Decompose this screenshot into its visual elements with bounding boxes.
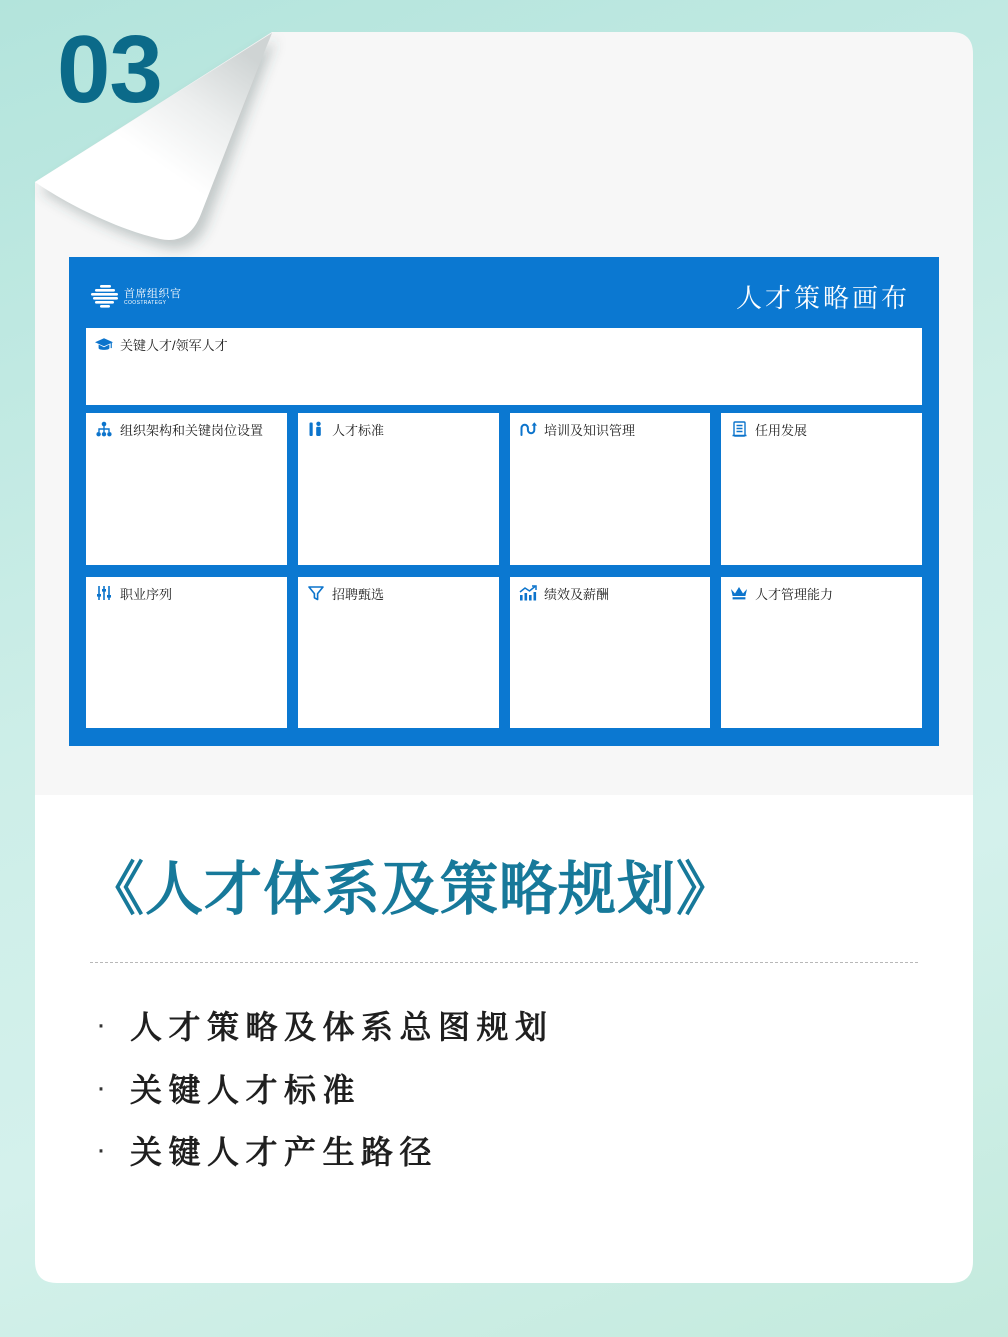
box-performance-pay — [510, 577, 710, 728]
bullet-marker: · — [96, 1008, 106, 1042]
list-item — [92, 1119, 554, 1182]
bullet-text: 人才策略及体系总图规划 — [130, 1009, 554, 1046]
crown-icon — [730, 585, 748, 601]
bullet-marker: · — [96, 1133, 106, 1167]
growth-chart-icon — [519, 585, 537, 601]
sliders-icon — [95, 585, 113, 601]
box-org-structure — [86, 413, 287, 565]
box-label: 任用发展 — [755, 422, 808, 438]
box-label: 人才管理能力 — [755, 586, 834, 602]
box-career-sequence — [86, 577, 287, 728]
bullet-text: 关键人才标准 — [130, 1071, 362, 1108]
box-label: 绩效及薪酬 — [544, 586, 610, 602]
box-key-talent — [86, 328, 922, 405]
brand-logo — [90, 284, 182, 310]
page-number: 03 — [57, 16, 162, 123]
bullet-text: 关键人才产生路径 — [130, 1134, 439, 1171]
box-label: 组织架构和关键岗位设置 — [120, 422, 264, 438]
bullet-marker: · — [96, 1070, 106, 1104]
list-item — [92, 1057, 554, 1120]
talent-strategy-canvas — [69, 257, 939, 746]
org-chart-icon — [95, 421, 113, 437]
globe-stripes-icon — [90, 284, 120, 310]
box-label: 培训及知识管理 — [544, 422, 636, 438]
list-icon — [730, 421, 748, 437]
box-recruitment — [298, 577, 499, 728]
canvas-title: 人才策略画布 — [735, 283, 910, 313]
box-appointment — [721, 413, 922, 565]
person-standard-icon — [307, 421, 325, 437]
box-label: 招聘甄选 — [332, 586, 385, 602]
graduation-cap-icon — [95, 336, 113, 352]
list-item — [92, 994, 554, 1057]
box-training — [510, 413, 710, 565]
box-label: 关键人才/领军人才 — [120, 337, 228, 353]
box-label: 职业序列 — [120, 586, 173, 602]
section-title: 《人才体系及策略规划》 — [86, 857, 736, 922]
logo-name-cn: 首席组织官 — [124, 287, 182, 300]
loop-icon — [519, 421, 537, 437]
funnel-icon — [307, 585, 325, 601]
logo-name-en: COOSTRATEGY — [124, 300, 167, 306]
box-label: 人才标准 — [332, 422, 385, 438]
dashed-divider — [90, 962, 918, 963]
box-talent-standard — [298, 413, 499, 565]
box-management-capability — [721, 577, 922, 728]
bullet-list — [92, 994, 554, 1182]
